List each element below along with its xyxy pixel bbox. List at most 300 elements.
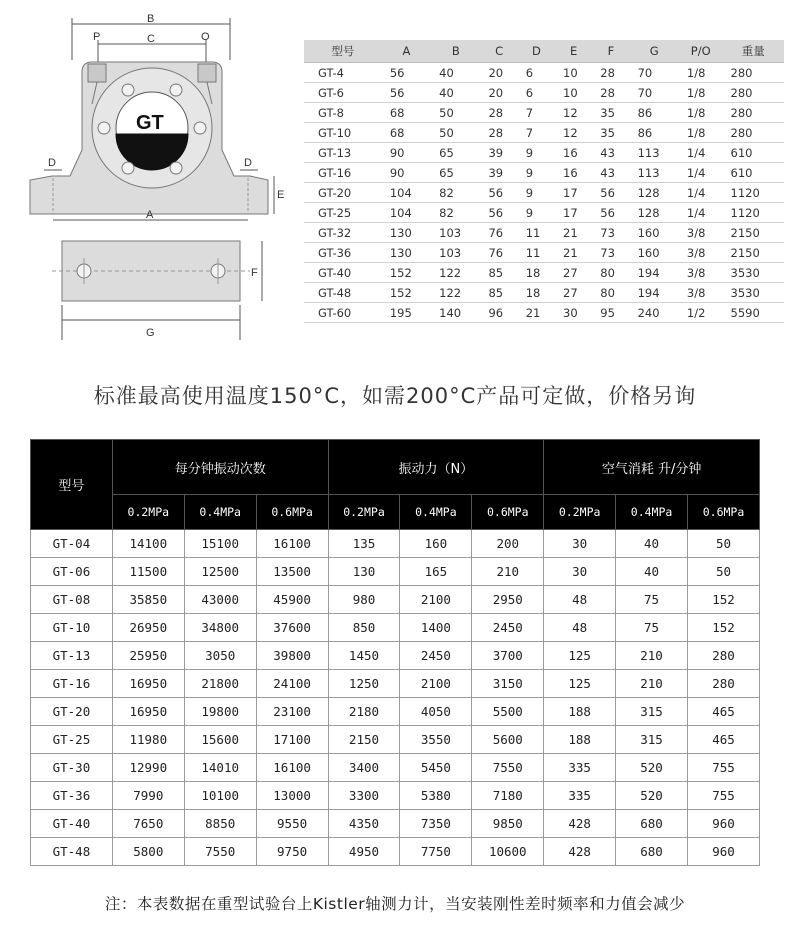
value-cell: 3/8: [679, 263, 723, 283]
value-cell: 11500: [112, 558, 184, 586]
dimension-row: [304, 63, 784, 83]
value-cell: 17: [555, 183, 592, 203]
value-cell: 335: [544, 782, 616, 810]
model-cell: GT-20: [31, 698, 113, 726]
value-cell: 7750: [400, 838, 472, 866]
value-cell: 152: [687, 586, 759, 614]
group-header-frequency: 每分钟振动次数: [112, 440, 328, 495]
value-cell: 2100: [400, 670, 472, 698]
value-cell: 20: [480, 63, 517, 83]
value-cell: 128: [630, 203, 679, 223]
value-cell: 125: [544, 670, 616, 698]
label-e: E: [277, 189, 285, 201]
value-cell: 7550: [472, 754, 544, 782]
model-cell: GT-25: [31, 726, 113, 754]
value-cell: 10: [555, 63, 592, 83]
value-cell: 755: [687, 782, 759, 810]
value-cell: 11: [518, 223, 555, 243]
value-cell: 43000: [184, 586, 256, 614]
value-cell: 2100: [400, 586, 472, 614]
value-cell: 960: [687, 810, 759, 838]
value-cell: 9: [518, 143, 555, 163]
value-cell: 135: [328, 530, 400, 558]
value-cell: 1/8: [679, 123, 723, 143]
value-cell: 610: [723, 143, 784, 163]
value-cell: 5600: [472, 726, 544, 754]
value-cell: 428: [544, 810, 616, 838]
value-cell: 68: [382, 103, 431, 123]
value-cell: 3300: [328, 782, 400, 810]
dimension-table: [304, 40, 784, 323]
group-header-force: 振动力（N）: [328, 440, 544, 495]
value-cell: 15100: [184, 530, 256, 558]
value-cell: 7: [518, 123, 555, 143]
value-cell: 45900: [256, 586, 328, 614]
pressure-header: 0.4MPa: [184, 495, 256, 530]
value-cell: 1/4: [679, 163, 723, 183]
model-cell: GT-48: [31, 838, 113, 866]
value-cell: 12500: [184, 558, 256, 586]
footnote: 注：本表数据在重型试验台上Kistler轴测力计，当安装刚性差时频率和力值会减少: [104, 895, 686, 913]
value-cell: 3/8: [679, 283, 723, 303]
value-cell: 140: [431, 303, 480, 323]
value-cell: 56: [382, 83, 431, 103]
value-cell: 5500: [472, 698, 544, 726]
model-cell: GT-4: [304, 63, 382, 83]
value-cell: 1/4: [679, 203, 723, 223]
value-cell: 27: [555, 263, 592, 283]
value-cell: 39: [480, 163, 517, 183]
value-cell: 30: [555, 303, 592, 323]
value-cell: 8850: [184, 810, 256, 838]
value-cell: 7350: [400, 810, 472, 838]
value-cell: 3050: [184, 642, 256, 670]
model-cell: GT-32: [304, 223, 382, 243]
value-cell: 610: [723, 163, 784, 183]
pressure-header: 0.6MPa: [472, 495, 544, 530]
value-cell: 152: [382, 283, 431, 303]
performance-table-body: [31, 530, 760, 866]
pressure-header: 0.6MPa: [256, 495, 328, 530]
value-cell: 26950: [112, 614, 184, 642]
value-cell: 50: [431, 103, 480, 123]
model-header: 型号: [31, 440, 113, 530]
value-cell: 3/8: [679, 223, 723, 243]
performance-row: [31, 782, 760, 810]
col-header: B: [431, 40, 480, 63]
performance-row: [31, 726, 760, 754]
model-cell: GT-08: [31, 586, 113, 614]
model-cell: GT-48: [304, 283, 382, 303]
value-cell: 70: [630, 63, 679, 83]
value-cell: 21: [555, 243, 592, 263]
value-cell: 9: [518, 163, 555, 183]
value-cell: 850: [328, 614, 400, 642]
value-cell: 3150: [472, 670, 544, 698]
performance-row: [31, 558, 760, 586]
value-cell: 428: [544, 838, 616, 866]
value-cell: 280: [723, 103, 784, 123]
model-cell: GT-36: [31, 782, 113, 810]
value-cell: 40: [431, 63, 480, 83]
value-cell: 1400: [400, 614, 472, 642]
value-cell: 14100: [112, 530, 184, 558]
value-cell: 28: [480, 123, 517, 143]
value-cell: 43: [592, 163, 629, 183]
value-cell: 5590: [723, 303, 784, 323]
value-cell: 315: [616, 698, 688, 726]
value-cell: 122: [431, 263, 480, 283]
value-cell: 960: [687, 838, 759, 866]
value-cell: 56: [480, 203, 517, 223]
value-cell: 82: [431, 203, 480, 223]
value-cell: 40: [431, 83, 480, 103]
dimension-row: [304, 163, 784, 183]
dimension-row: [304, 83, 784, 103]
value-cell: 95: [592, 303, 629, 323]
performance-row: [31, 754, 760, 782]
value-cell: 12990: [112, 754, 184, 782]
value-cell: 11980: [112, 726, 184, 754]
dimension-row: [304, 223, 784, 243]
model-cell: GT-20: [304, 183, 382, 203]
value-cell: 130: [382, 243, 431, 263]
value-cell: 130: [328, 558, 400, 586]
value-cell: 27: [555, 283, 592, 303]
value-cell: 86: [630, 123, 679, 143]
model-cell: GT-10: [31, 614, 113, 642]
value-cell: 2450: [400, 642, 472, 670]
value-cell: 152: [382, 263, 431, 283]
value-cell: 12: [555, 103, 592, 123]
value-cell: 3700: [472, 642, 544, 670]
value-cell: 28: [592, 63, 629, 83]
performance-row: [31, 838, 760, 866]
value-cell: 280: [723, 123, 784, 143]
value-cell: 80: [592, 263, 629, 283]
value-cell: 16950: [112, 698, 184, 726]
value-cell: 21: [555, 223, 592, 243]
value-cell: 96: [480, 303, 517, 323]
value-cell: 4950: [328, 838, 400, 866]
value-cell: 1450: [328, 642, 400, 670]
value-cell: 1250: [328, 670, 400, 698]
value-cell: 86: [630, 103, 679, 123]
model-cell: GT-25: [304, 203, 382, 223]
value-cell: 9550: [256, 810, 328, 838]
model-cell: GT-40: [31, 810, 113, 838]
dimension-row: [304, 303, 784, 323]
col-header: A: [382, 40, 431, 63]
value-cell: 75: [616, 614, 688, 642]
value-cell: 280: [723, 63, 784, 83]
value-cell: 1/4: [679, 183, 723, 203]
value-cell: 194: [630, 263, 679, 283]
performance-table: [30, 439, 760, 866]
value-cell: 25950: [112, 642, 184, 670]
value-cell: 30: [544, 530, 616, 558]
value-cell: 680: [616, 810, 688, 838]
model-cell: GT-13: [31, 642, 113, 670]
value-cell: 165: [400, 558, 472, 586]
value-cell: 50: [687, 530, 759, 558]
value-cell: 56: [592, 203, 629, 223]
performance-row: [31, 586, 760, 614]
value-cell: 1/8: [679, 63, 723, 83]
value-cell: 80: [592, 283, 629, 303]
value-cell: 34800: [184, 614, 256, 642]
performance-row: [31, 642, 760, 670]
model-cell: GT-16: [31, 670, 113, 698]
value-cell: 125: [544, 642, 616, 670]
value-cell: 104: [382, 183, 431, 203]
col-header: G: [630, 40, 679, 63]
value-cell: 128: [630, 183, 679, 203]
value-cell: 194: [630, 283, 679, 303]
value-cell: 35: [592, 123, 629, 143]
value-cell: 75: [616, 586, 688, 614]
model-cell: GT-36: [304, 243, 382, 263]
value-cell: 1/8: [679, 83, 723, 103]
model-cell: GT-6: [304, 83, 382, 103]
value-cell: 17100: [256, 726, 328, 754]
value-cell: 280: [687, 670, 759, 698]
value-cell: 1/4: [679, 143, 723, 163]
performance-table-group-header: [31, 440, 760, 495]
pressure-header: 0.4MPa: [400, 495, 472, 530]
value-cell: 130: [382, 223, 431, 243]
value-cell: 10600: [472, 838, 544, 866]
model-cell: GT-40: [304, 263, 382, 283]
value-cell: 18: [518, 263, 555, 283]
value-cell: 70: [630, 83, 679, 103]
dimension-row: [304, 183, 784, 203]
col-header: D: [518, 40, 555, 63]
value-cell: 465: [687, 726, 759, 754]
value-cell: 39800: [256, 642, 328, 670]
value-cell: 16100: [256, 754, 328, 782]
performance-row: [31, 810, 760, 838]
value-cell: 11: [518, 243, 555, 263]
value-cell: 160: [630, 243, 679, 263]
pressure-header: 0.6MPa: [687, 495, 759, 530]
value-cell: 210: [472, 558, 544, 586]
model-cell: GT-10: [304, 123, 382, 143]
value-cell: 9: [518, 183, 555, 203]
label-o: O: [201, 31, 210, 43]
value-cell: 152: [687, 614, 759, 642]
value-cell: 755: [687, 754, 759, 782]
value-cell: 85: [480, 263, 517, 283]
value-cell: 103: [431, 243, 480, 263]
value-cell: 520: [616, 782, 688, 810]
vibrator-drawing: [0, 0, 300, 360]
label-c: C: [147, 33, 155, 45]
value-cell: 103: [431, 223, 480, 243]
dimension-row: [304, 263, 784, 283]
value-cell: 65: [431, 163, 480, 183]
value-cell: 3530: [723, 283, 784, 303]
pressure-header: 0.2MPa: [328, 495, 400, 530]
value-cell: 200: [472, 530, 544, 558]
value-cell: 188: [544, 698, 616, 726]
value-cell: 2450: [472, 614, 544, 642]
performance-row: [31, 698, 760, 726]
value-cell: 16100: [256, 530, 328, 558]
value-cell: 240: [630, 303, 679, 323]
value-cell: 16: [555, 163, 592, 183]
value-cell: 3530: [723, 263, 784, 283]
model-cell: GT-16: [304, 163, 382, 183]
model-cell: GT-13: [304, 143, 382, 163]
dimension-table-body: [304, 63, 784, 323]
value-cell: 122: [431, 283, 480, 303]
value-cell: 50: [431, 123, 480, 143]
value-cell: 6: [518, 63, 555, 83]
value-cell: 2950: [472, 586, 544, 614]
value-cell: 7550: [184, 838, 256, 866]
value-cell: 3550: [400, 726, 472, 754]
value-cell: 210: [616, 670, 688, 698]
value-cell: 2180: [328, 698, 400, 726]
value-cell: 5380: [400, 782, 472, 810]
value-cell: 9750: [256, 838, 328, 866]
value-cell: 195: [382, 303, 431, 323]
value-cell: 21800: [184, 670, 256, 698]
value-cell: 12: [555, 123, 592, 143]
value-cell: 21: [518, 303, 555, 323]
col-header: F: [592, 40, 629, 63]
dimension-row: [304, 203, 784, 223]
value-cell: 104: [382, 203, 431, 223]
model-cell: GT-60: [304, 303, 382, 323]
model-cell: GT-04: [31, 530, 113, 558]
value-cell: 17: [555, 203, 592, 223]
value-cell: 3400: [328, 754, 400, 782]
value-cell: 73: [592, 243, 629, 263]
col-header: P/O: [679, 40, 723, 63]
value-cell: 20: [480, 83, 517, 103]
value-cell: 160: [630, 223, 679, 243]
value-cell: 76: [480, 243, 517, 263]
label-d-left: D: [48, 157, 56, 169]
value-cell: 56: [382, 63, 431, 83]
value-cell: 16950: [112, 670, 184, 698]
value-cell: 56: [592, 183, 629, 203]
value-cell: 7990: [112, 782, 184, 810]
value-cell: 4350: [328, 810, 400, 838]
value-cell: 30: [544, 558, 616, 586]
value-cell: 82: [431, 183, 480, 203]
col-header: E: [555, 40, 592, 63]
value-cell: 7: [518, 103, 555, 123]
value-cell: 76: [480, 223, 517, 243]
value-cell: 465: [687, 698, 759, 726]
value-cell: 24100: [256, 670, 328, 698]
value-cell: 10: [555, 83, 592, 103]
label-p: P: [93, 31, 101, 43]
value-cell: 23100: [256, 698, 328, 726]
performance-table-pressure-header: [31, 495, 760, 530]
value-cell: 37600: [256, 614, 328, 642]
dimension-table-header: [304, 40, 784, 63]
value-cell: 13000: [256, 782, 328, 810]
brand-gt: GT: [136, 112, 164, 134]
value-cell: 48: [544, 614, 616, 642]
dimension-row: [304, 243, 784, 263]
value-cell: 15600: [184, 726, 256, 754]
value-cell: 28: [480, 103, 517, 123]
temperature-notice: 标准最高使用温度150°C，如需200°C产品可定做，价格另询: [93, 384, 697, 408]
value-cell: 90: [382, 163, 431, 183]
dimension-row: [304, 283, 784, 303]
model-cell: GT-30: [31, 754, 113, 782]
value-cell: 7650: [112, 810, 184, 838]
value-cell: 1/8: [679, 103, 723, 123]
value-cell: 5800: [112, 838, 184, 866]
value-cell: 1/2: [679, 303, 723, 323]
value-cell: 113: [630, 143, 679, 163]
value-cell: 2150: [723, 223, 784, 243]
col-header: C: [480, 40, 517, 63]
value-cell: 9850: [472, 810, 544, 838]
group-header-air: 空气消耗 升/分钟: [544, 440, 760, 495]
value-cell: 16: [555, 143, 592, 163]
label-a: A: [146, 209, 154, 221]
value-cell: 680: [616, 838, 688, 866]
value-cell: 90: [382, 143, 431, 163]
dimension-row: [304, 103, 784, 123]
value-cell: 13500: [256, 558, 328, 586]
value-cell: 315: [616, 726, 688, 754]
value-cell: 68: [382, 123, 431, 143]
label-b: B: [147, 13, 155, 25]
col-header: 重量: [723, 40, 784, 63]
value-cell: 35850: [112, 586, 184, 614]
value-cell: 5450: [400, 754, 472, 782]
label-g: G: [146, 327, 155, 339]
value-cell: 2150: [723, 243, 784, 263]
label-d-right: D: [244, 157, 252, 169]
pressure-header: 0.2MPa: [544, 495, 616, 530]
value-cell: 28: [592, 83, 629, 103]
value-cell: 280: [723, 83, 784, 103]
value-cell: 10100: [184, 782, 256, 810]
label-f: F: [251, 267, 258, 279]
value-cell: 2150: [328, 726, 400, 754]
value-cell: 113: [630, 163, 679, 183]
pressure-header: 0.4MPa: [616, 495, 688, 530]
value-cell: 3/8: [679, 243, 723, 263]
value-cell: 520: [616, 754, 688, 782]
value-cell: 50: [687, 558, 759, 586]
value-cell: 280: [687, 642, 759, 670]
value-cell: 7180: [472, 782, 544, 810]
value-cell: 73: [592, 223, 629, 243]
value-cell: 160: [400, 530, 472, 558]
value-cell: 35: [592, 103, 629, 123]
value-cell: 14010: [184, 754, 256, 782]
performance-row: [31, 670, 760, 698]
value-cell: 18: [518, 283, 555, 303]
dimension-row: [304, 143, 784, 163]
value-cell: 39: [480, 143, 517, 163]
value-cell: 40: [616, 530, 688, 558]
value-cell: 188: [544, 726, 616, 754]
pressure-header: 0.2MPa: [112, 495, 184, 530]
model-cell: GT-06: [31, 558, 113, 586]
value-cell: 9: [518, 203, 555, 223]
